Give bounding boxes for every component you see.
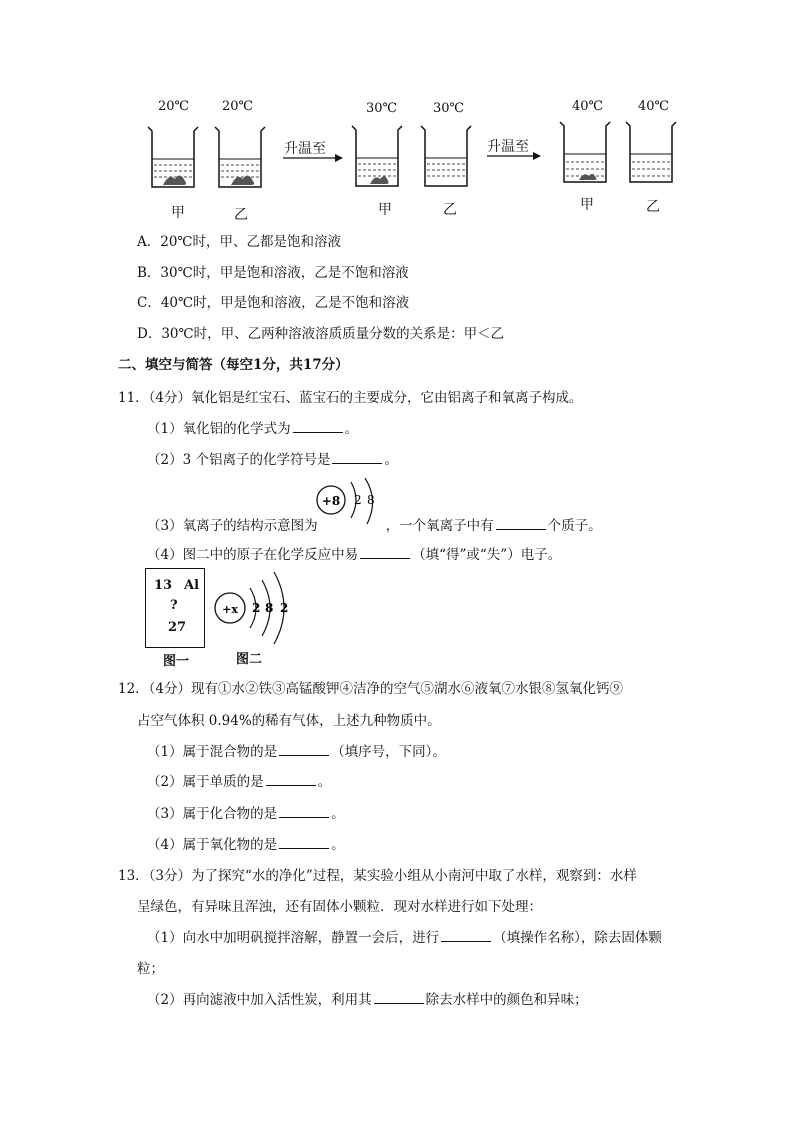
atom-shell-2: 8	[265, 601, 274, 615]
q11-part3-text: （3）氧离子的结构示意图为	[147, 518, 318, 534]
element-symbol: Al	[184, 578, 200, 593]
beaker-jia-30	[352, 126, 402, 186]
q13-part2	[147, 988, 588, 1008]
answer-blank[interactable]	[332, 451, 382, 464]
answer-blank[interactable]	[266, 773, 316, 786]
beaker-yi-30	[421, 126, 471, 186]
q11-part2	[147, 448, 398, 468]
arrow-label: 升温至	[284, 141, 326, 157]
q12-stem-1: 12．（4分）现有①水②铁③高锰酸钾④洁净的空气⑤湖水⑥液氧⑦水银⑧氢氧化钙⑨	[118, 681, 624, 697]
beaker-temp: 30℃	[366, 101, 398, 116]
q12-part2	[147, 770, 331, 790]
q11-part3-end: 个质子。	[547, 518, 602, 534]
q11-part3-mid: ，一个氧离子中有	[385, 518, 494, 534]
answer-blank[interactable]	[441, 929, 491, 942]
beaker-yi-20	[215, 127, 265, 187]
element-name: ?	[170, 598, 178, 613]
ion-shell-2: 8	[367, 493, 375, 507]
q11-part1	[147, 417, 358, 437]
q13-part1-cont: 粒；	[137, 961, 164, 977]
q13-stem-1: 13．（3分）为了探究“水的净化”过程，某实验小组从小南河中取了水样，观察到：水样	[118, 868, 637, 884]
q12-part4-end: 。	[331, 837, 345, 853]
q11-part2-text: （2）3 个铝离子的化学符号是	[147, 452, 331, 468]
q12-part3	[147, 802, 345, 822]
beaker-jia-40	[560, 122, 610, 182]
arrow-label: 升温至	[487, 139, 529, 155]
q13-part2-text: （2）再向滤液中加入活性炭，利用其	[147, 992, 372, 1008]
answer-blank[interactable]	[496, 517, 546, 530]
answer-blank[interactable]	[279, 805, 329, 818]
fig2-caption: 图二	[236, 652, 263, 667]
beaker-label: 乙	[234, 207, 248, 223]
answer-blank[interactable]	[279, 743, 329, 756]
q12-stem-2: 占空气体积 0.94%的稀有气体，上述九种物质中。	[137, 713, 441, 729]
q13-part2-end: 除去水样中的颜色和异味；	[425, 992, 588, 1008]
ion-nucleus: +8	[321, 494, 341, 508]
q12-part4-text: （4）属于氧化物的是	[147, 837, 278, 853]
option-d: D．30℃时，甲、乙两种溶液溶质质量分数的关系是：甲＜乙	[137, 326, 505, 342]
answer-blank[interactable]	[293, 420, 343, 433]
q11-part4-text: （4）图二中的原子在化学反应中易	[147, 547, 359, 563]
beaker-jia-20	[148, 127, 198, 187]
q11-part4-end: （填“得”或“失”）电子。	[412, 547, 562, 563]
q13-stem-2: 呈绿色，有异味且浑浊，还有固体小颗粒．现对水样进行如下处理：	[137, 899, 542, 915]
option-c: C．40℃时，甲是饱和溶液，乙是不饱和溶液	[137, 295, 410, 311]
q12-part4	[147, 833, 345, 853]
q12-part3-end: 。	[331, 806, 345, 822]
answer-blank[interactable]	[374, 991, 424, 1004]
section-title: 二、填空与简答（每空1分，共17分）	[118, 357, 349, 373]
q12-part3-text: （3）属于化合物的是	[147, 806, 278, 822]
q11-part2-end: 。	[384, 452, 398, 468]
q11-part4	[147, 543, 561, 563]
atomic-mass: 27	[168, 620, 187, 635]
q13-part1	[147, 926, 662, 946]
q11-part3	[147, 514, 602, 534]
beaker-temp: 30℃	[433, 101, 465, 116]
beaker-label: 乙	[646, 199, 660, 215]
q12-part2-text: （2）属于单质的是	[147, 774, 264, 790]
ion-shell-1: 2	[354, 493, 362, 507]
option-a: A．20℃时，甲、乙都是饱和溶液	[137, 234, 342, 250]
atom-diagram	[210, 570, 295, 650]
q11-part1-text: （1）氧化铝的化学式为	[147, 421, 291, 437]
beaker-temp: 20℃	[222, 99, 254, 114]
option-b: B．30℃时，甲是饱和溶液，乙是不饱和溶液	[137, 265, 409, 281]
q11-stem: 11．（4分）氧化铝是红宝石、蓝宝石的主要成分，它由铝离子和氧离子构成。	[118, 390, 583, 406]
beaker-drawing	[0, 0, 794, 230]
q12-part2-end: 。	[317, 774, 332, 790]
beaker-label: 甲	[378, 202, 392, 218]
beaker-temp: 20℃	[158, 99, 190, 114]
q12-part1	[147, 740, 446, 760]
beaker-label: 甲	[580, 197, 594, 213]
beaker-temp: 40℃	[638, 99, 670, 114]
atom-shell-1: 2	[252, 601, 261, 615]
fig1-caption: 图一	[163, 654, 190, 669]
q12-part1-text: （1）属于混合物的是	[147, 744, 278, 760]
q13-part1-text: （1）向水中加明矾搅拌溶解，静置一会后，进行	[147, 930, 440, 946]
beaker-label: 乙	[443, 202, 457, 218]
q13-part1-mid: （填操作名称），除去固体颗	[493, 930, 662, 946]
element-card	[145, 568, 205, 648]
answer-blank[interactable]	[360, 546, 410, 559]
atom-shell-3: 2	[280, 601, 289, 615]
atom-nucleus: +x	[222, 603, 238, 616]
q11-part1-end: 。	[344, 421, 359, 437]
answer-blank[interactable]	[279, 836, 329, 849]
beaker-temp: 40℃	[572, 99, 604, 114]
beaker-label: 甲	[171, 205, 185, 221]
atomic-number: 13	[154, 578, 173, 593]
beaker-yi-40	[626, 122, 676, 182]
q12-part1-end: （填序号，下同）。	[331, 744, 446, 760]
